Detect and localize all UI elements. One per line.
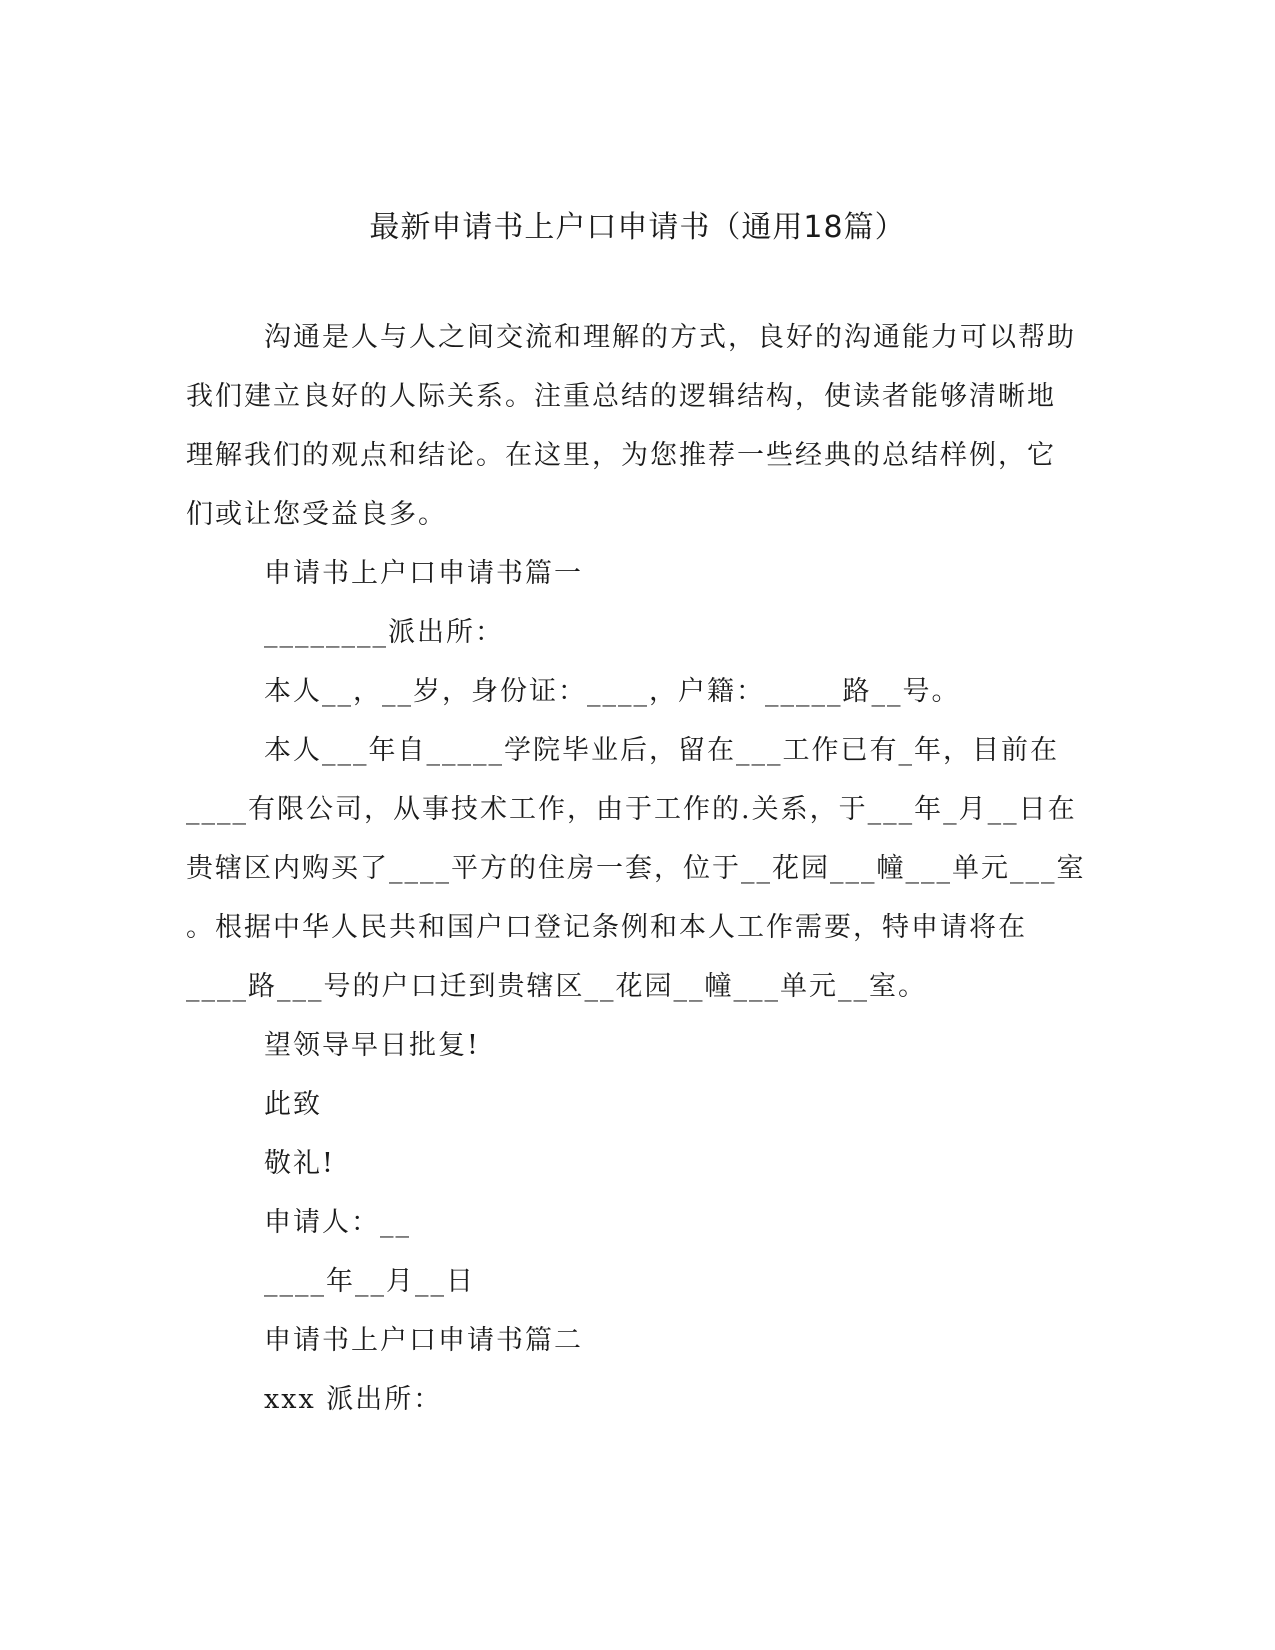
section-heading: 申请书上户口申请书篇二 (264, 1325, 583, 1356)
document-title: 最新申请书上户口申请书（通用18篇） (369, 210, 906, 245)
paragraph-line: 沟通是人与人之间交流和理解的方式，良好的沟通能力可以帮助 (264, 322, 1076, 353)
paragraph-line: ____有限公司，从事技术工作，由于工作的.关系，于___年_月__日在 (186, 794, 1077, 825)
salutation-line: ________派出所： (264, 617, 504, 648)
section-heading: 申请书上户口申请书篇一 (264, 558, 583, 589)
paragraph-line: 贵辖区内购买了____平方的住房一套，位于__花园___幢___单元___室 (186, 853, 1086, 884)
paragraph-line: 理解我们的观点和结论。在这里，为您推荐一些经典的总结样例，它 (186, 440, 1056, 471)
paragraph-line: 们或让您受益良多。 (186, 499, 447, 530)
closing-line: 敬礼! (264, 1148, 335, 1179)
paragraph-line: 本人___年自_____学院毕业后，留在___工作已有_年，目前在 (264, 735, 1059, 766)
date-line: ____年__月__日 (264, 1266, 475, 1297)
closing-line: 望领导早日批复! (264, 1030, 480, 1061)
paragraph-line: 。根据中华人民共和国户口登记条例和本人工作需要，特申请将在 (186, 912, 1027, 943)
applicant-line: 申请人：__ (264, 1207, 411, 1238)
paragraph-line: 本人__，__岁，身份证：____，户籍：_____路__号。 (264, 676, 961, 707)
salutation-line: xxx 派出所： (264, 1384, 443, 1415)
closing-line: 此致 (264, 1089, 322, 1120)
paragraph-line: 我们建立良好的人际关系。注重总结的逻辑结构，使读者能够清晰地 (186, 381, 1056, 412)
paragraph-line: ____路___号的户口迁到贵辖区__花园__幢___单元__室。 (186, 971, 927, 1002)
